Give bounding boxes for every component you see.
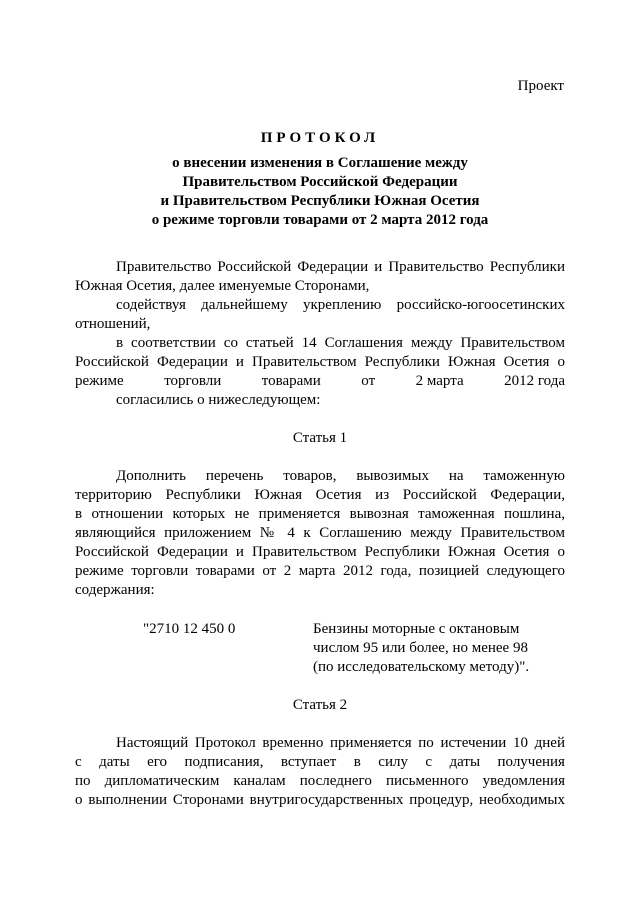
word: силу xyxy=(378,754,408,770)
preamble-line: согласились о нижеследующем: xyxy=(116,392,321,408)
word: его xyxy=(147,754,168,770)
article-2-body xyxy=(75,734,565,810)
subtitle-line: о режиме торговли товарами от 2 марта 2012 года xyxy=(151,212,489,228)
word: даты xyxy=(99,754,130,770)
article-line: по дипломатическим каналам последнего письменного уведомления xyxy=(75,773,565,789)
word: вступает xyxy=(280,754,337,770)
tariff-description-line: Бензины моторные с октановым xyxy=(313,621,520,637)
article-line: являющийся приложением № 4 к Соглашению между Правительством xyxy=(75,525,565,541)
article-line: территорию Республики Южная Осетия из Российской Федерации, xyxy=(75,487,565,503)
tariff-description-line: (по исследовательскому методу)". xyxy=(313,659,530,675)
word: торговли xyxy=(164,373,222,389)
article-line: Российской Федерации и Правительством Республики Южная Осетия о xyxy=(75,544,565,560)
word: от xyxy=(361,373,376,389)
tariff-description-line: числом 95 или более, но менее 98 xyxy=(313,640,528,656)
article-line: о выполнении Сторонами внутригосударственных процедур, необходимых xyxy=(75,792,565,808)
word: 2 марта xyxy=(415,373,464,389)
word: товарами xyxy=(261,373,321,389)
tariff-position xyxy=(75,620,565,677)
word: с xyxy=(75,754,82,770)
preamble-line: Правительство Российской Федерации и Правительство Республики xyxy=(116,259,565,275)
article-line: содержания: xyxy=(75,582,155,598)
word: подписания, xyxy=(184,754,264,770)
word: режиме xyxy=(75,373,124,389)
word: получения xyxy=(497,754,565,770)
word: в xyxy=(353,754,361,770)
article-2-heading: Статья 2 xyxy=(292,697,348,713)
word: с xyxy=(425,754,433,770)
word: 2012 года xyxy=(504,373,565,389)
document-header xyxy=(0,128,640,230)
draft-stamp: Проект xyxy=(517,78,564,94)
preamble-line: Российской Федерации и Правительством Республики Южная Осетия о xyxy=(75,354,565,370)
preamble-line: отношений, xyxy=(75,316,151,332)
subtitle-line: и Правительством Республики Южная Осетия xyxy=(160,193,480,209)
article-1-heading: Статья 1 xyxy=(292,430,348,446)
subtitle-line: Правительством Российской Федерации xyxy=(182,174,458,190)
preamble-line: содействуя дальнейшему укреплению российско-югоосетинских xyxy=(116,297,565,313)
article-line-spread xyxy=(75,753,565,772)
article-1-body xyxy=(75,467,565,677)
document-body xyxy=(75,258,565,810)
preamble-line-spread xyxy=(75,372,565,391)
preamble xyxy=(75,258,565,410)
article-line: в отношении которых не применяется вывозная таможенная пошлина, xyxy=(75,506,565,522)
preamble-line: Южная Осетия, далее именуемые Сторонами, xyxy=(75,278,370,294)
article-line: Настоящий Протокол временно применяется по истечении 10 дней xyxy=(116,735,565,751)
document-subtitle xyxy=(0,154,640,230)
article-line: режиме торговли товарами от 2 марта 2012 года, позицией следующего xyxy=(75,563,565,579)
word: даты xyxy=(449,754,481,770)
subtitle-line: о внесении изменения в Соглашение между xyxy=(172,155,468,171)
tariff-code: "2710 12 450 0 xyxy=(143,621,236,637)
article-line: Дополнить перечень товаров, вывозимых на таможенную xyxy=(116,468,565,484)
preamble-line: в соответствии со статьей 14 Соглашения между Правительством xyxy=(116,335,565,351)
tariff-description xyxy=(313,620,565,677)
document-title: ПРОТОКОЛ xyxy=(260,130,380,146)
